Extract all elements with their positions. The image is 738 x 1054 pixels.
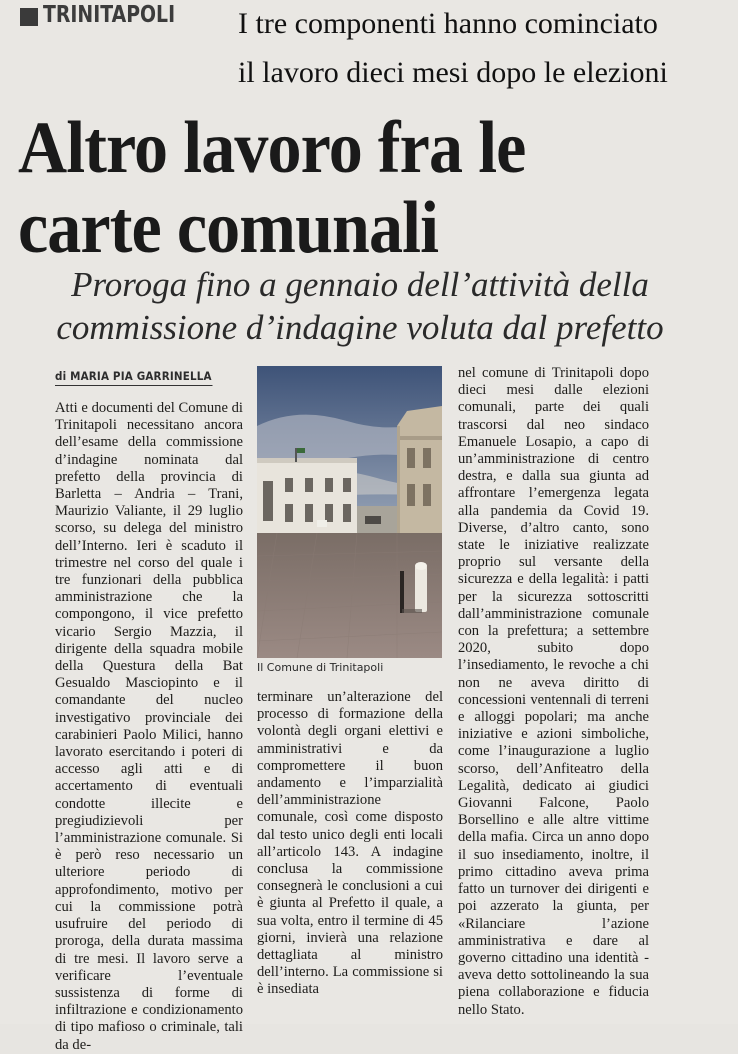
headline [18, 108, 676, 268]
subtitle [40, 263, 680, 349]
headline-line-1: Altro lavoro fra le [18, 107, 526, 189]
subtitle-line-1: Proroga fino a gennaio dell’attività della [71, 265, 649, 304]
article-column-2 [257, 689, 443, 999]
overline-line-2: il lavoro dieci mesi dopo le elezioni [238, 56, 668, 89]
column-3-text: nel comune di Trinitapoli dopo dieci mesi dalle elezioni comunali, parte dei quali trascorsi dal neo sindaco Emanuele Losapio, a capo di un’amministrazione di centro destra, e dalla sua giunta ad affrontare l’emergenza legata alla pandemia da Covid 19. Diverse, d’altro canto, sono state le iniziative realizzate proprio sul versante della sicurezza e della legalità: i patti per la sicurezza sottoscritti dall’amministrazione comunale con la prefettura; a settembre 2020, subito dopo l’insediamento, le revoche a chi non ne aveva diritto di concessioni ventennali di terreni e alloggi popolari; ma anche iniziative e azioni simboliche, come l’inaugurazione a luglio scorso, dell’Anfiteatro della Legalità, dedicato ai giudici Giovanni Falcone, Paolo Borsellino e alle altre vittime della mafia. Circa un anno dopo il suo insediamento, inoltre, il primo cittadino aveva prima fatto un turnover dei dirigenti e poi azzerato la giunta, per «Rilanciare l’azione amministrativa e dare al governo cittadino una identità -aveva detto sottolineando la sua piena collaborazione e fiducia nello Stato. [458, 365, 649, 1018]
photo-caption: Il Comune di Trinitapoli [257, 661, 384, 674]
section-tag: TRINITAPOLI [43, 2, 176, 28]
headline-line-2: carte comunali [18, 187, 439, 269]
subtitle-line-2: commissione d’indagine voluta dal prefetto [56, 308, 664, 347]
byline: di MARIA PIA GARRINELLA [55, 369, 213, 386]
article-column-3 [458, 365, 649, 1019]
article-column-1 [55, 400, 243, 1054]
column-2-text: terminare un’alterazione del processo di formazione della volontà degli organi elettivi e amministrativi e da compromettere il buon andamento e l’imparzialità dell’amministrazione comunale, così come disposto dal testo unico degli enti locali all’articolo 143. A indagine conclusa la commissione consegnerà le conclusioni a cui è giunta al Prefetto il quale, a sua volta, entro il termine di 45 giorni, invierà una relazione dettagliata al ministro dell’interno. La commissione si è insediata [257, 689, 443, 998]
overline-line-1: I tre componenti hanno cominciato [238, 7, 658, 40]
town-hall-illustration [257, 366, 442, 658]
column-1-text: Atti e documenti del Comune di Trinitapoli necessitano ancora dell’esame della commissione d’indagine nominata dal prefetto della provincia di Barletta – Andria – Trani, Maurizio Valiante, il 29 luglio scorso, su delega del ministro dell’Interno. Ieri è scaduto il trimestre nel corso del quale i tre funzionari della pubblica amministrazione che la compongono, il vice prefetto vicario Sergio Mazzia, il dirigente della squadra mobile della Questura della Bat Gesualdo Masciopinto e il comandante del nucleo investigativo provinciale dei carabinieri Paolo Milici, hanno lavorato esercitando i poteri di accesso agli atti e di accertamento di eventuali condotte illecite e pregiudizievoli per l’amministrazione comunale. Si è però reso necessario un ulteriore periodo di approfondimento, motivo per cui la commissione potrà usufruire del periodo di proroga, della durata massima di tre mesi. Il lavoro serve a verificare l’eventuale sussistenza di forme di infiltrazione e condizionamento di tipo mafioso o criminale, tali da de- [55, 400, 243, 1053]
section-marker [20, 8, 38, 26]
town-hall-photo [257, 366, 442, 658]
